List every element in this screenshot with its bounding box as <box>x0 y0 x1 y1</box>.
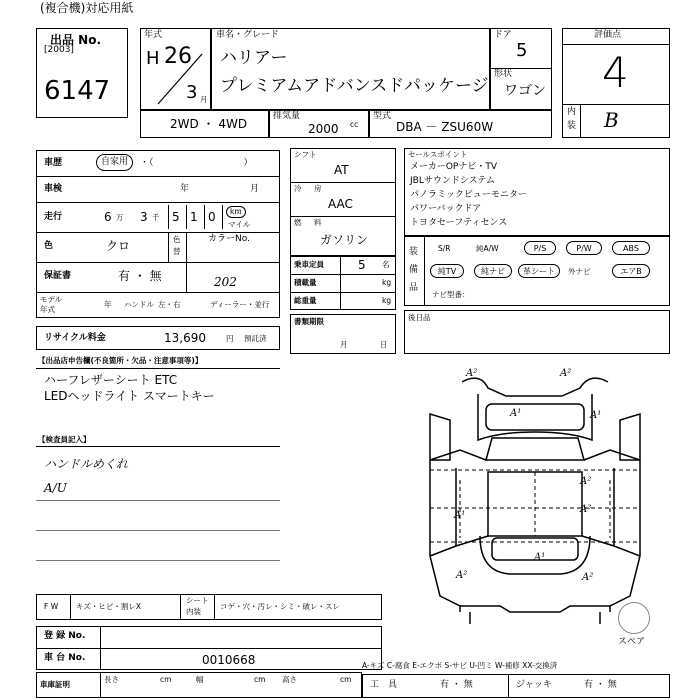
ac-label-1: 冷 <box>294 184 302 193</box>
displacement-value: 2000 <box>308 122 339 136</box>
inspection-month: 月 <box>250 184 260 194</box>
mileage-d1: 6 <box>104 210 112 224</box>
sales-item-4: パワーバックドア <box>410 204 482 214</box>
year-month-unit: 月 <box>200 95 208 104</box>
aftermarket-box <box>404 310 670 354</box>
model-grade: プレミアムアドバンスドパッケージ <box>220 76 489 96</box>
weight-unit: kg <box>382 296 392 305</box>
chassis-value: 0010668 <box>202 653 256 667</box>
type-label: 型式 <box>373 111 392 121</box>
capacity-label: 乗車定員 <box>294 260 324 269</box>
sales-item-2: JBLサウンドシステム <box>410 176 495 186</box>
color-code-label: カラーNo. <box>208 234 250 244</box>
mark-hood: A¹ <box>510 408 522 419</box>
model-year-handle: ハンドル <box>124 300 154 309</box>
drive-text: 2WD ・ 4WD <box>170 117 248 131</box>
mark-right-fender: A¹ <box>590 410 602 421</box>
equip-tv: 純TV <box>430 264 464 278</box>
inspector-label: 【検査員記入】 <box>38 435 91 444</box>
floor-text-1: キズ・ヒビ・割レX <box>76 602 141 611</box>
floor-seat-1: シート <box>186 596 209 605</box>
car-damage-diagram <box>400 360 670 630</box>
score-label: 評価点 <box>594 30 622 40</box>
history-value: 自家用 <box>96 154 133 171</box>
equip-sr: S/R <box>438 244 451 253</box>
interior-label-2: 装 <box>567 121 577 131</box>
fuel-value: ガソリン <box>320 233 369 247</box>
equip-leather: 革シート <box>518 264 560 278</box>
model-label: 車名・グレード <box>216 30 280 40</box>
equip-pw: P/W <box>566 241 602 255</box>
registration-label: 登 録 No. <box>44 631 86 641</box>
model-year-year: 年 <box>104 300 112 309</box>
year-label: 年式 <box>144 30 163 40</box>
equip-abs: ABS <box>612 241 650 255</box>
docs-label: 書類期限 <box>294 317 324 326</box>
shift-label: シフト <box>294 150 317 159</box>
sales-item-1: メーカーOPナビ・TV <box>410 162 497 172</box>
equip-navi: 純ナビ <box>474 264 512 278</box>
mark-rear-right: A² <box>582 572 594 583</box>
ac-value: AAC <box>328 197 353 211</box>
interior-value: B <box>604 108 619 132</box>
recycle-value: 13,690 <box>164 331 206 345</box>
color-label: 色 <box>44 241 54 251</box>
chassis-label: 車 台 No. <box>44 653 86 663</box>
color-value: クロ <box>106 239 131 253</box>
year-era: H <box>146 48 160 69</box>
lot-label: 出品 No. <box>50 33 102 47</box>
garage-cm-2: cm <box>254 675 266 684</box>
mileage-d4: 1 <box>190 210 198 224</box>
door-label: ドア <box>494 30 512 40</box>
load-unit: kg <box>382 278 392 287</box>
recycle-unit: 円 <box>226 334 234 343</box>
capacity-unit: 名 <box>382 260 390 269</box>
mileage-km: km <box>226 206 246 218</box>
capacity-value: 5 <box>358 258 366 272</box>
equip-ext-navi: 外ナビ <box>568 267 591 276</box>
shape-label: 形状 <box>494 69 513 79</box>
seller-notes-line-2: LEDヘッドライト スマートキー <box>44 389 215 403</box>
ac-label-2: 房 <box>314 184 322 193</box>
weight-label: 総重量 <box>294 296 317 305</box>
jack-value: 有 ・ 無 <box>584 680 617 690</box>
garage-cm-1: cm <box>160 675 172 684</box>
lot-number: 6147 <box>44 76 111 106</box>
floor-text-2: コゲ・穴・汚レ・シミ・破レ・スレ <box>220 602 340 611</box>
shift-value: AT <box>334 163 349 177</box>
mileage-d2: 3 <box>140 210 148 224</box>
mark-rear-left: A² <box>456 570 468 581</box>
color-change-2: 替 <box>173 247 181 256</box>
damage-legend: A-キズ C-腐食 E-エクボ S-サビ U-凹ミ W-補修 XX-交換済 <box>362 661 558 670</box>
garage-cm-3: cm <box>340 675 352 684</box>
score-value: 4 <box>602 48 629 97</box>
history-label: 車歴 <box>44 158 63 168</box>
docs-day: 日 <box>380 340 388 349</box>
sales-item-3: パノラミックビューモニター <box>410 190 527 200</box>
inspection-label: 車検 <box>44 184 63 194</box>
mark-trunk: A¹ <box>534 552 546 563</box>
mileage-mile: マイル <box>228 220 251 229</box>
model-name: ハリアー <box>220 48 288 68</box>
garage-width: 幅 <box>196 675 204 684</box>
mark-front-left: A² <box>466 368 478 379</box>
mileage-label: 走行 <box>44 212 63 222</box>
mark-right-door-1: A² <box>580 476 592 487</box>
sales-item-5: トヨタセーフティセンス <box>410 218 508 228</box>
model-year-dealer: ディーラー・並行 <box>210 300 270 309</box>
shape-value: ワゴン <box>504 83 546 99</box>
equip-navi-model: ナビ型番： <box>432 290 470 299</box>
displacement-label: 排気量 <box>273 111 301 121</box>
garage-height: 高さ <box>282 675 297 684</box>
jack-label: ジャッキ <box>516 680 552 690</box>
history-rest: ・（ ） <box>140 158 253 168</box>
mileage-u2: 千 <box>152 213 160 222</box>
load-label: 積載量 <box>294 278 317 287</box>
floor-fw: F W <box>44 602 59 611</box>
displacement-unit: cc <box>350 120 359 129</box>
warranty-label: 保証書 <box>44 271 72 281</box>
equipment-label-2: 備 <box>409 265 419 275</box>
type-value: DBA － ZSU60W <box>396 120 494 134</box>
inspector-line-2: A/U <box>44 481 67 495</box>
equipment-label-1: 装 <box>409 247 419 257</box>
mileage-d3: 5 <box>172 210 180 224</box>
lot-code: [2003] <box>44 45 74 55</box>
model-year-label-2: 年式 <box>40 305 55 314</box>
door-value: 5 <box>516 40 528 61</box>
color-change-1: 色 <box>173 235 181 244</box>
garage-len: 長さ <box>104 675 119 684</box>
year-month: 3 <box>186 82 198 103</box>
equip-alloy: 純A/W <box>476 244 499 253</box>
warranty-value: 有 ・ 無 <box>118 269 162 283</box>
seller-notes-line-1: ハーフレザーシート ETC <box>44 373 178 387</box>
mileage-u1: 万 <box>116 213 124 222</box>
seller-notes-label: 【出品店申告欄(不良箇所・欠品・注意事項等)】 <box>38 356 203 365</box>
fuel-label-1: 燃 <box>294 218 302 227</box>
mark-right-door-2: A² <box>580 504 592 515</box>
model-year-label-1: モデル <box>40 295 63 304</box>
mark-left-door: A¹ <box>454 510 466 521</box>
spare-label: スペア <box>618 637 646 647</box>
inspection-year: 年 <box>180 184 190 194</box>
recycle-label: リサイクル料金 <box>44 333 106 343</box>
interior-label-1: 内 <box>567 107 577 117</box>
color-code-value: 202 <box>214 275 237 289</box>
year-value: 26 <box>164 44 192 69</box>
model-year-handle-val: 左・右 <box>158 300 181 309</box>
inspector-line-1: ハンドルめくれ <box>44 457 129 471</box>
recycle-note: 預託済 <box>244 334 267 343</box>
sales-label: セールスポイント <box>408 150 468 159</box>
fuel-label-2: 料 <box>314 218 322 227</box>
equipment-label-3: 品 <box>409 283 419 293</box>
equip-ps: P/S <box>524 241 556 255</box>
floor-seat-2: 内装 <box>186 607 201 616</box>
tools-value: 有 ・ 無 <box>440 680 473 690</box>
mileage-d5: 0 <box>208 210 216 224</box>
garage-cert-label: 車庫証明 <box>40 680 70 689</box>
aftermarket-label: 後日品 <box>408 313 431 322</box>
form-header-note: (複合機)対応用紙 <box>40 1 134 15</box>
tools-label: 工 具 <box>370 680 398 690</box>
spare-tire-icon <box>618 602 650 634</box>
equip-airbag: エアB <box>612 264 650 278</box>
docs-month: 月 <box>340 340 348 349</box>
mark-front-right: A² <box>560 368 572 379</box>
